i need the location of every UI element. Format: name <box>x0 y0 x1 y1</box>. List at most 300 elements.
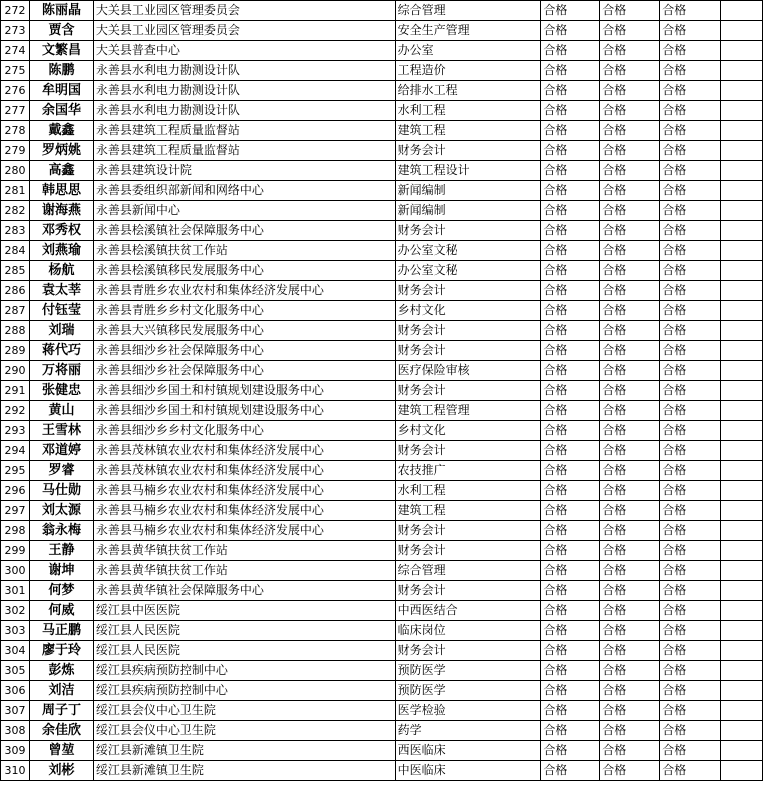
candidate-name-cell: 刘彬 <box>29 761 93 781</box>
row-number-cell: 296 <box>1 481 30 501</box>
table-row <box>1 581 763 601</box>
table-row <box>1 521 763 541</box>
result-cell-2: 合格 <box>600 541 660 561</box>
result-cell-1: 合格 <box>541 121 600 141</box>
result-cell-3: 合格 <box>660 101 721 121</box>
result-cell-3: 合格 <box>660 601 721 621</box>
result-cell-2: 合格 <box>600 341 660 361</box>
result-cell-1: 合格 <box>541 341 600 361</box>
table-row <box>1 681 763 701</box>
result-cell-2: 合格 <box>600 301 660 321</box>
result-cell-2: 合格 <box>600 461 660 481</box>
employer-unit-cell: 绥江县新滩镇卫生院 <box>93 761 395 781</box>
result-cell-1: 合格 <box>541 1 600 21</box>
employer-unit-cell: 永善县细沙乡国土和村镇规划建设服务中心 <box>93 381 395 401</box>
result-cell-1: 合格 <box>541 561 600 581</box>
employer-unit-cell: 永善县青胜乡农业农村和集体经济发展中心 <box>93 281 395 301</box>
row-number-cell: 307 <box>1 701 30 721</box>
table-row <box>1 1 763 21</box>
result-cell-3: 合格 <box>660 741 721 761</box>
candidate-name-cell: 马正鹏 <box>29 621 93 641</box>
table-row <box>1 241 763 261</box>
result-cell-2: 合格 <box>600 621 660 641</box>
position-cell: 办公室文秘 <box>395 241 541 261</box>
table-body <box>1 1 763 781</box>
employer-unit-cell: 永善县黄华镇扶贫工作站 <box>93 561 395 581</box>
candidate-name-cell: 翁永梅 <box>29 521 93 541</box>
row-number-cell: 285 <box>1 261 30 281</box>
candidate-name-cell: 万将丽 <box>29 361 93 381</box>
result-cell-3: 合格 <box>660 541 721 561</box>
result-cell-2: 合格 <box>600 121 660 141</box>
result-cell-3: 合格 <box>660 721 721 741</box>
employer-unit-cell: 大关县工业园区管理委员会 <box>93 21 395 41</box>
row-number-cell: 289 <box>1 341 30 361</box>
row-number-cell: 303 <box>1 621 30 641</box>
result-cell-2: 合格 <box>600 521 660 541</box>
result-cell-1: 合格 <box>541 681 600 701</box>
position-cell: 农技推广 <box>395 461 541 481</box>
empty-cell <box>721 681 763 701</box>
table-row <box>1 561 763 581</box>
table-row <box>1 401 763 421</box>
employer-unit-cell: 永善县水利电力勘测设计队 <box>93 61 395 81</box>
row-number-cell: 272 <box>1 1 30 21</box>
empty-cell <box>721 101 763 121</box>
position-cell: 办公室 <box>395 41 541 61</box>
candidate-name-cell: 刘燕瑜 <box>29 241 93 261</box>
result-cell-2: 合格 <box>600 641 660 661</box>
position-cell: 乡村文化 <box>395 301 541 321</box>
result-cell-3: 合格 <box>660 341 721 361</box>
row-number-cell: 281 <box>1 181 30 201</box>
result-cell-1: 合格 <box>541 261 600 281</box>
row-number-cell: 298 <box>1 521 30 541</box>
employer-unit-cell: 永善县新闻中心 <box>93 201 395 221</box>
result-cell-2: 合格 <box>600 81 660 101</box>
result-cell-2: 合格 <box>600 61 660 81</box>
candidate-name-cell: 陈鹏 <box>29 61 93 81</box>
result-cell-1: 合格 <box>541 421 600 441</box>
table-row <box>1 41 763 61</box>
position-cell: 财务会计 <box>395 441 541 461</box>
result-cell-2: 合格 <box>600 661 660 681</box>
result-cell-1: 合格 <box>541 581 600 601</box>
candidate-name-cell: 罗炳姚 <box>29 141 93 161</box>
table-row <box>1 421 763 441</box>
employer-unit-cell: 永善县建筑工程质量监督站 <box>93 141 395 161</box>
result-cell-1: 合格 <box>541 81 600 101</box>
result-cell-3: 合格 <box>660 621 721 641</box>
result-cell-1: 合格 <box>541 61 600 81</box>
empty-cell <box>721 661 763 681</box>
row-number-cell: 299 <box>1 541 30 561</box>
employer-unit-cell: 永善县细沙乡社会保障服务中心 <box>93 341 395 361</box>
employer-unit-cell: 永善县马楠乡农业农村和集体经济发展中心 <box>93 521 395 541</box>
employer-unit-cell: 大关县工业园区管理委员会 <box>93 1 395 21</box>
table-row <box>1 601 763 621</box>
empty-cell <box>721 61 763 81</box>
position-cell: 医学检验 <box>395 701 541 721</box>
candidate-name-cell: 刘洁 <box>29 681 93 701</box>
candidate-name-cell: 文繁昌 <box>29 41 93 61</box>
result-cell-3: 合格 <box>660 381 721 401</box>
candidate-name-cell: 刘太源 <box>29 501 93 521</box>
position-cell: 综合管理 <box>395 1 541 21</box>
result-cell-1: 合格 <box>541 281 600 301</box>
employer-unit-cell: 永善县大兴镇移民发展服务中心 <box>93 321 395 341</box>
employer-unit-cell: 永善县委组织部新闻和网络中心 <box>93 181 395 201</box>
employer-unit-cell: 永善县马楠乡农业农村和集体经济发展中心 <box>93 481 395 501</box>
table-row <box>1 741 763 761</box>
result-cell-3: 合格 <box>660 81 721 101</box>
table-row <box>1 721 763 741</box>
employer-unit-cell: 永善县细沙乡社会保障服务中心 <box>93 361 395 381</box>
result-cell-3: 合格 <box>660 141 721 161</box>
row-number-cell: 300 <box>1 561 30 581</box>
result-cell-2: 合格 <box>600 21 660 41</box>
candidate-name-cell: 王雪林 <box>29 421 93 441</box>
table-row <box>1 61 763 81</box>
empty-cell <box>721 301 763 321</box>
position-cell: 工程造价 <box>395 61 541 81</box>
empty-cell <box>721 41 763 61</box>
empty-cell <box>721 241 763 261</box>
position-cell: 临床岗位 <box>395 621 541 641</box>
position-cell: 财务会计 <box>395 641 541 661</box>
candidate-name-cell: 张健忠 <box>29 381 93 401</box>
empty-cell <box>721 161 763 181</box>
result-cell-2: 合格 <box>600 161 660 181</box>
position-cell: 预防医学 <box>395 661 541 681</box>
result-cell-3: 合格 <box>660 61 721 81</box>
result-cell-3: 合格 <box>660 181 721 201</box>
result-cell-2: 合格 <box>600 241 660 261</box>
table-row <box>1 441 763 461</box>
result-cell-3: 合格 <box>660 761 721 781</box>
empty-cell <box>721 121 763 141</box>
table-row <box>1 361 763 381</box>
position-cell: 财务会计 <box>395 581 541 601</box>
empty-cell <box>721 721 763 741</box>
result-cell-2: 合格 <box>600 361 660 381</box>
position-cell: 财务会计 <box>395 221 541 241</box>
result-cell-2: 合格 <box>600 401 660 421</box>
row-number-cell: 309 <box>1 741 30 761</box>
row-number-cell: 302 <box>1 601 30 621</box>
result-cell-1: 合格 <box>541 301 600 321</box>
result-cell-2: 合格 <box>600 421 660 441</box>
result-cell-2: 合格 <box>600 41 660 61</box>
candidate-name-cell: 陈丽晶 <box>29 1 93 21</box>
candidate-name-cell: 袁太莘 <box>29 281 93 301</box>
empty-cell <box>721 221 763 241</box>
candidate-name-cell: 蒋代巧 <box>29 341 93 361</box>
employer-unit-cell: 永善县青胜乡乡村文化服务中心 <box>93 301 395 321</box>
result-cell-3: 合格 <box>660 461 721 481</box>
candidate-name-cell: 余佳欣 <box>29 721 93 741</box>
result-cell-3: 合格 <box>660 321 721 341</box>
empty-cell <box>721 81 763 101</box>
candidate-name-cell: 周子丁 <box>29 701 93 721</box>
position-cell: 财务会计 <box>395 521 541 541</box>
candidate-name-cell: 邓秀权 <box>29 221 93 241</box>
row-number-cell: 277 <box>1 101 30 121</box>
table-row <box>1 621 763 641</box>
table-row <box>1 481 763 501</box>
result-cell-3: 合格 <box>660 261 721 281</box>
result-cell-3: 合格 <box>660 401 721 421</box>
position-cell: 建筑工程 <box>395 121 541 141</box>
row-number-cell: 292 <box>1 401 30 421</box>
candidate-name-cell: 彭炼 <box>29 661 93 681</box>
row-number-cell: 304 <box>1 641 30 661</box>
result-cell-1: 合格 <box>541 461 600 481</box>
result-cell-3: 合格 <box>660 641 721 661</box>
row-number-cell: 284 <box>1 241 30 261</box>
result-cell-3: 合格 <box>660 161 721 181</box>
employer-unit-cell: 永善县茂林镇农业农村和集体经济发展中心 <box>93 441 395 461</box>
row-number-cell: 278 <box>1 121 30 141</box>
result-cell-1: 合格 <box>541 541 600 561</box>
result-cell-1: 合格 <box>541 181 600 201</box>
table-row <box>1 121 763 141</box>
employer-unit-cell: 大关县普查中心 <box>93 41 395 61</box>
position-cell: 医疗保险审核 <box>395 361 541 381</box>
result-cell-1: 合格 <box>541 661 600 681</box>
empty-cell <box>721 501 763 521</box>
candidate-name-cell: 杨航 <box>29 261 93 281</box>
result-cell-2: 合格 <box>600 221 660 241</box>
row-number-cell: 288 <box>1 321 30 341</box>
result-cell-2: 合格 <box>600 141 660 161</box>
position-cell: 中医临床 <box>395 761 541 781</box>
result-cell-1: 合格 <box>541 761 600 781</box>
result-cell-3: 合格 <box>660 421 721 441</box>
result-cell-1: 合格 <box>541 441 600 461</box>
position-cell: 财务会计 <box>395 541 541 561</box>
result-cell-3: 合格 <box>660 481 721 501</box>
row-number-cell: 274 <box>1 41 30 61</box>
employer-unit-cell: 永善县桧溪镇移民发展服务中心 <box>93 261 395 281</box>
position-cell: 乡村文化 <box>395 421 541 441</box>
result-cell-2: 合格 <box>600 1 660 21</box>
row-number-cell: 286 <box>1 281 30 301</box>
candidate-name-cell: 高鑫 <box>29 161 93 181</box>
employer-unit-cell: 永善县茂林镇农业农村和集体经济发展中心 <box>93 461 395 481</box>
employer-unit-cell: 绥江县中医医院 <box>93 601 395 621</box>
empty-cell <box>721 1 763 21</box>
candidate-name-cell: 何威 <box>29 601 93 621</box>
row-number-cell: 305 <box>1 661 30 681</box>
empty-cell <box>721 701 763 721</box>
position-cell: 安全生产管理 <box>395 21 541 41</box>
result-cell-1: 合格 <box>541 641 600 661</box>
employer-unit-cell: 永善县细沙乡国土和村镇规划建设服务中心 <box>93 401 395 421</box>
empty-cell <box>721 201 763 221</box>
table-row <box>1 761 763 781</box>
result-cell-1: 合格 <box>541 381 600 401</box>
result-cell-3: 合格 <box>660 41 721 61</box>
result-cell-3: 合格 <box>660 701 721 721</box>
position-cell: 财务会计 <box>395 321 541 341</box>
result-cell-2: 合格 <box>600 681 660 701</box>
employer-unit-cell: 绥江县人民医院 <box>93 621 395 641</box>
employer-unit-cell: 绥江县会仪中心卫生院 <box>93 721 395 741</box>
candidate-name-cell: 刘瑞 <box>29 321 93 341</box>
row-number-cell: 306 <box>1 681 30 701</box>
table-row <box>1 701 763 721</box>
result-cell-1: 合格 <box>541 101 600 121</box>
position-cell: 财务会计 <box>395 381 541 401</box>
position-cell: 新闻编制 <box>395 181 541 201</box>
row-number-cell: 301 <box>1 581 30 601</box>
table-row <box>1 181 763 201</box>
table-row <box>1 261 763 281</box>
candidate-name-cell: 谢坤 <box>29 561 93 581</box>
candidate-name-cell: 罗睿 <box>29 461 93 481</box>
candidate-name-cell: 戴鑫 <box>29 121 93 141</box>
result-cell-1: 合格 <box>541 321 600 341</box>
result-cell-3: 合格 <box>660 501 721 521</box>
table-row <box>1 501 763 521</box>
empty-cell <box>721 141 763 161</box>
position-cell: 西医临床 <box>395 741 541 761</box>
employer-unit-cell: 永善县马楠乡农业农村和集体经济发展中心 <box>93 501 395 521</box>
position-cell: 水利工程 <box>395 101 541 121</box>
empty-cell <box>721 281 763 301</box>
empty-cell <box>721 541 763 561</box>
result-cell-3: 合格 <box>660 361 721 381</box>
candidate-name-cell: 何梦 <box>29 581 93 601</box>
empty-cell <box>721 421 763 441</box>
result-cell-1: 合格 <box>541 161 600 181</box>
table-row <box>1 81 763 101</box>
result-cell-2: 合格 <box>600 581 660 601</box>
employer-unit-cell: 绥江县疾病预防控制中心 <box>93 661 395 681</box>
row-number-cell: 291 <box>1 381 30 401</box>
result-cell-2: 合格 <box>600 761 660 781</box>
table-row <box>1 221 763 241</box>
result-cell-3: 合格 <box>660 1 721 21</box>
position-cell: 建筑工程 <box>395 501 541 521</box>
table-row <box>1 461 763 481</box>
candidate-name-cell: 谢海燕 <box>29 201 93 221</box>
result-cell-3: 合格 <box>660 661 721 681</box>
table-row <box>1 541 763 561</box>
position-cell: 中西医结合 <box>395 601 541 621</box>
employer-unit-cell: 永善县细沙乡乡村文化服务中心 <box>93 421 395 441</box>
empty-cell <box>721 321 763 341</box>
position-cell: 财务会计 <box>395 141 541 161</box>
table-row <box>1 201 763 221</box>
result-cell-2: 合格 <box>600 741 660 761</box>
row-number-cell: 273 <box>1 21 30 41</box>
empty-cell <box>721 741 763 761</box>
empty-cell <box>721 21 763 41</box>
result-cell-1: 合格 <box>541 401 600 421</box>
row-number-cell: 283 <box>1 221 30 241</box>
empty-cell <box>721 261 763 281</box>
employer-unit-cell: 永善县黄华镇扶贫工作站 <box>93 541 395 561</box>
result-cell-3: 合格 <box>660 241 721 261</box>
table-row <box>1 321 763 341</box>
table-row <box>1 381 763 401</box>
table-row <box>1 281 763 301</box>
result-cell-1: 合格 <box>541 361 600 381</box>
result-cell-2: 合格 <box>600 441 660 461</box>
result-cell-3: 合格 <box>660 581 721 601</box>
empty-cell <box>721 621 763 641</box>
candidate-name-cell: 廖于玲 <box>29 641 93 661</box>
candidate-name-cell: 余国华 <box>29 101 93 121</box>
position-cell: 给排水工程 <box>395 81 541 101</box>
position-cell: 综合管理 <box>395 561 541 581</box>
row-number-cell: 275 <box>1 61 30 81</box>
empty-cell <box>721 181 763 201</box>
employer-unit-cell: 绥江县新滩镇卫生院 <box>93 741 395 761</box>
result-cell-3: 合格 <box>660 301 721 321</box>
result-cell-2: 合格 <box>600 321 660 341</box>
empty-cell <box>721 441 763 461</box>
employer-unit-cell: 绥江县会仪中心卫生院 <box>93 701 395 721</box>
result-cell-3: 合格 <box>660 561 721 581</box>
result-cell-2: 合格 <box>600 181 660 201</box>
result-cell-2: 合格 <box>600 281 660 301</box>
empty-cell <box>721 481 763 501</box>
employer-unit-cell: 永善县水利电力勘测设计队 <box>93 81 395 101</box>
candidate-name-cell: 韩思思 <box>29 181 93 201</box>
row-number-cell: 279 <box>1 141 30 161</box>
employer-unit-cell: 永善县建筑设计院 <box>93 161 395 181</box>
position-cell: 药学 <box>395 721 541 741</box>
result-cell-3: 合格 <box>660 121 721 141</box>
employer-unit-cell: 永善县桧溪镇扶贫工作站 <box>93 241 395 261</box>
result-cell-2: 合格 <box>600 481 660 501</box>
empty-cell <box>721 341 763 361</box>
candidate-name-cell: 马仕勋 <box>29 481 93 501</box>
row-number-cell: 294 <box>1 441 30 461</box>
row-number-cell: 287 <box>1 301 30 321</box>
result-cell-3: 合格 <box>660 221 721 241</box>
row-number-cell: 295 <box>1 461 30 481</box>
position-cell: 水利工程 <box>395 481 541 501</box>
position-cell: 新闻编制 <box>395 201 541 221</box>
empty-cell <box>721 521 763 541</box>
row-number-cell: 290 <box>1 361 30 381</box>
result-cell-1: 合格 <box>541 621 600 641</box>
employer-unit-cell: 永善县建筑工程质量监督站 <box>93 121 395 141</box>
employer-unit-cell: 永善县桧溪镇社会保障服务中心 <box>93 221 395 241</box>
row-number-cell: 276 <box>1 81 30 101</box>
result-cell-2: 合格 <box>600 261 660 281</box>
empty-cell <box>721 381 763 401</box>
result-cell-3: 合格 <box>660 281 721 301</box>
employer-unit-cell: 永善县水利电力勘测设计队 <box>93 101 395 121</box>
candidate-name-cell: 牟明国 <box>29 81 93 101</box>
table-row <box>1 161 763 181</box>
result-cell-3: 合格 <box>660 441 721 461</box>
empty-cell <box>721 641 763 661</box>
position-cell: 预防医学 <box>395 681 541 701</box>
table-row <box>1 101 763 121</box>
table-row <box>1 301 763 321</box>
result-cell-2: 合格 <box>600 561 660 581</box>
result-cell-1: 合格 <box>541 601 600 621</box>
row-number-cell: 293 <box>1 421 30 441</box>
result-cell-1: 合格 <box>541 41 600 61</box>
row-number-cell: 282 <box>1 201 30 221</box>
